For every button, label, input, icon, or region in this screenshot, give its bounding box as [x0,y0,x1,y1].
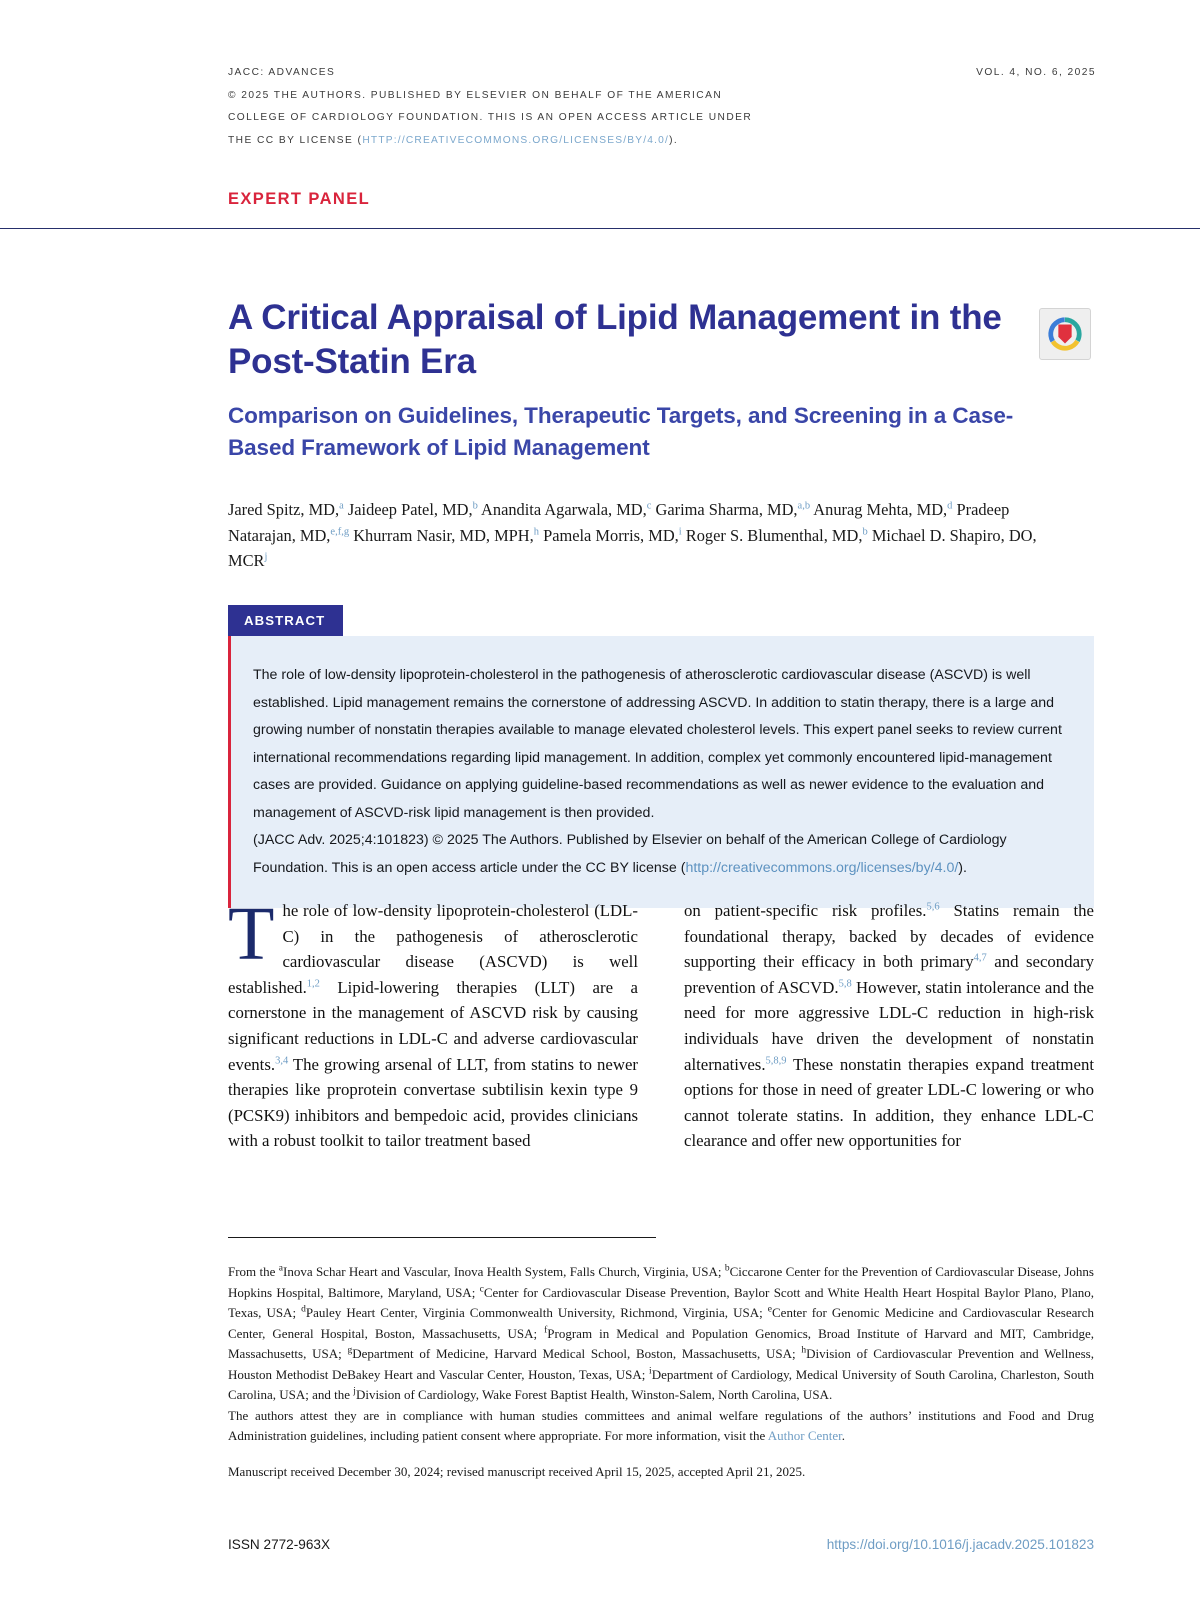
author-name: Jared Spitz, MD, [228,500,340,519]
attestation-suffix: . [841,1428,846,1443]
author-name: Pamela Morris, MD, [543,525,679,545]
author-affiliation-marker: c [646,500,652,512]
affiliation-marker: b [724,1263,730,1274]
license-suffix: ). [669,134,679,146]
page-title: A Critical Appraisal of Lipid Management in the Post-Statin Era [228,298,1002,381]
author-name: Jaideep Patel, MD, [347,500,473,519]
body-column-left [228,892,638,1154]
citation-ref[interactable]: 3,4 [275,1054,289,1066]
author-affiliation-marker: b [472,500,478,512]
author-name: Michael D. Shapiro, DO, MCR [228,525,1037,570]
abstract-license-link[interactable]: http://creativecommons.org/licenses/by/4.0/ [685,859,959,876]
author-affiliation-marker: a,b [797,500,811,512]
author-affiliation-marker: h [533,526,539,538]
author-item [348,500,478,519]
drop-cap: T [228,892,275,976]
affiliation-j: Division of Cardiology, Wake Forest Baptist Health, Winston-Salem, North Carolina, USA. [355,1387,833,1402]
author-item [353,526,539,545]
body-paragraph [228,892,638,1154]
masthead-left [228,62,752,152]
author-attestation [228,1406,1094,1447]
affiliation-marker: e [767,1304,772,1315]
footnote-divider [228,1237,656,1238]
affiliation-marker: j [353,1386,356,1397]
affiliation-i: Department of Cardiology, Medical University of South Carolina, Charleston, South Carolina, USA; and the [228,1366,1094,1402]
footnotes-section [228,1262,1094,1482]
affiliation-marker: c [479,1284,484,1295]
author-affiliation-marker: a [339,500,344,512]
crossmark-badge-icon [1046,315,1084,353]
body-text: These nonstatin therapies expand treatment options for those in need of greater LDL-C lowering or who cannot tolerate statins. In addition, they enhance LDL-C clearance and offer new opportunities for [684,1054,1094,1151]
body-text: Statins remain the foundational therapy, backed by decades of evidence supporting their efficacy in both primary [684,901,1094,972]
author-affiliation-marker: j [264,551,268,563]
affiliation-h: Division of Cardiovascular Prevention and Wellness, Houston Methodist DeBakey Heart and Vascular Center, Houston, Texas, USA; [228,1346,1094,1382]
title-block [228,296,1028,464]
abstract-citation-suffix: ). [958,859,967,876]
affiliation-f: Program in Medical and Population Genomics, Broad Institute of Harvard and MIT, Cambridge, Massachusetts, USA; [228,1325,1094,1361]
author-item [686,526,868,545]
body-text: However, statin intolerance and the need for more aggressive LDL-C reduction in high-risk individuals have driven the development of nonstatin alternatives. [684,977,1094,1074]
copyright-line-3 [228,130,752,153]
abstract-body [228,636,1094,908]
header-divider [0,228,1200,229]
masthead [228,62,1096,152]
citation-ref[interactable]: 5,8 [838,978,852,990]
affiliation-marker: d [301,1304,306,1315]
abstract-paragraph: The role of low-density lipoprotein-cholesterol in the pathogenesis of atherosclerotic cardiovascular disease (ASCVD) is well established. Lipid management remains the cornerstone of addressing ASCVD. In addition to statin therapy, there is a large and growing number of nonstatin therapies available to manage elevated cholesterol levels. This expert panel seeks to review current international recommendations regarding lipid management. In addition, complex yet commonly encountered lipid-management cases are provided. Guidance on applying guideline-based recommendations as well as newer evidence to the evaluation and management of ASCVD-risk lipid management is then provided. [253,667,1062,821]
affiliation-marker: h [801,1345,807,1356]
author-list [228,497,1058,574]
author-item [228,500,344,519]
doi-link[interactable]: https://doi.org/10.1016/j.jacadv.2025.101823 [826,1537,1094,1552]
affiliation-a: Inova Schar Heart and Vascular, Inova Health System, Falls Church, Virginia, USA; [282,1264,725,1279]
author-name: Khurram Nasir, MD, MPH, [353,525,534,545]
affiliation-marker: f [544,1325,548,1336]
author-center-link[interactable]: Author Center [767,1428,842,1443]
body-text: and secondary prevention of ASCVD. [684,952,1094,997]
article-type-kicker: EXPERT PANEL [228,190,371,208]
body-paragraph [684,898,1094,1154]
manuscript-dates: Manuscript received December 30, 2024; revised manuscript received April 15, 2025, accepted April 21, 2025. [228,1463,806,1479]
citation-ref[interactable]: 5,6 [926,901,940,913]
affiliation-b: Ciccarone Center for the Prevention of Cardiovascular Disease, Johns Hopkins Hospital, Baltimore, Maryland, USA; [228,1264,1094,1300]
author-name: Roger S. Blumenthal, MD, [685,525,863,545]
affiliation-g: Department of Medicine, Harvard Medical School, Boston, Massachusetts, USA; [352,1346,802,1361]
body-column-right [684,898,1094,1154]
body-text: Lipid-lowering therapies (LLT) are a cornerstone in the management of ASCVD risk by causing significant reductions in LDL-C and adverse cardiovascular events. [228,977,638,1074]
author-affiliation-marker: b [862,526,868,538]
issn: ISSN 2772-963X [228,1537,331,1552]
author-affiliation-marker: i [678,526,682,538]
abstract-citation-text: (JACC Adv. 2025;4:101823) © 2025 The Authors. Published by Elsevier on behalf of the American College of Cardiology Foundation. This is an open access article under the CC BY license ( [253,832,1007,876]
abstract-citation [253,827,1066,882]
author-item [543,526,682,545]
affiliations [228,1262,1094,1406]
copyright-line-2: COLLEGE OF CARDIOLOGY FOUNDATION. THIS IS AN OPEN ACCESS ARTICLE UNDER [228,112,753,123]
author-name: Anurag Mehta, MD, [813,500,948,519]
author-item [813,500,952,519]
body-columns [228,892,1094,1154]
author-item [481,500,651,519]
abstract-label: ABSTRACT [228,605,343,636]
author-name: Garima Sharma, MD, [655,500,798,519]
citation-ref[interactable]: 1,2 [306,978,320,990]
affiliation-marker: i [649,1366,652,1377]
author-name: Anandita Agarwala, MD, [481,500,647,519]
page-footer [228,1537,1094,1552]
body-text: well established. [228,952,638,997]
author-affiliation-marker: e,f,g [330,526,350,538]
author-name: Pradeep Natarajan, MD, [228,500,1010,545]
cc-license-link[interactable]: HTTP://CREATIVECOMMONS.ORG/LICENSES/BY/4.0/ [362,134,670,146]
journal-name: JACC: ADVANCES [228,67,336,78]
copyright-line-1: © 2025 THE AUTHORS. PUBLISHED BY ELSEVIER ON BEHALF OF THE AMERICAN [228,89,723,101]
body-text: he role of low-density lipoprotein-cholesterol (LDL-C) in the pathogenesis of atherosclerotic cardiovascular disease (ASCVD) is [282,901,638,972]
abstract-section [228,605,1094,908]
body-text: on patient-specific risk profiles. [684,901,927,920]
author-item [656,500,811,519]
citation-ref[interactable]: 5,8,9 [765,1054,787,1066]
affiliation-marker: g [347,1345,353,1356]
page-subtitle: Comparison on Guidelines, Therapeutic Targets, and Screening in a Case-Based Framework of Lipid Management [228,403,1014,460]
affiliation-marker: a [278,1263,283,1274]
affiliations-prefix: From the [228,1264,279,1279]
license-prefix: THE CC BY LICENSE ( [228,134,363,146]
body-text: The growing arsenal of LLT, from statins to newer therapies like proprotein convertase subtilisin kexin type 9 (PCSK9) inhibitors and bempedoic acid, provides clinicians with a robust toolkit to tailor treatment based [228,1054,638,1151]
affiliation-c: Center for Cardiovascular Disease Prevention, Baylor Scott and White Health Heart Hospital Baylor Plano, Plano, Texas, USA; [228,1284,1094,1320]
affiliation-e: Center for Genomic Medicine and Cardiovascular Research Center, General Hospital, Boston, Massachusetts, USA; [228,1305,1094,1341]
citation-ref[interactable]: 4,7 [973,952,987,964]
author-affiliation-marker: d [947,500,953,512]
attestation-text: The authors attest they are in compliance with human studies committees and animal welfare regulations of the authors’ institutions and Food and Drug Administration guidelines, including patient consent where appropriate. For more information, visit the [228,1407,1094,1443]
affiliation-d: Pauley Heart Center, Virginia Commonwealth University, Richmond, Virginia, USA; [305,1305,768,1320]
crossmark-badge[interactable] [1039,308,1091,360]
volume-issue: VOL. 4, NO. 6, 2025 [976,67,1096,78]
